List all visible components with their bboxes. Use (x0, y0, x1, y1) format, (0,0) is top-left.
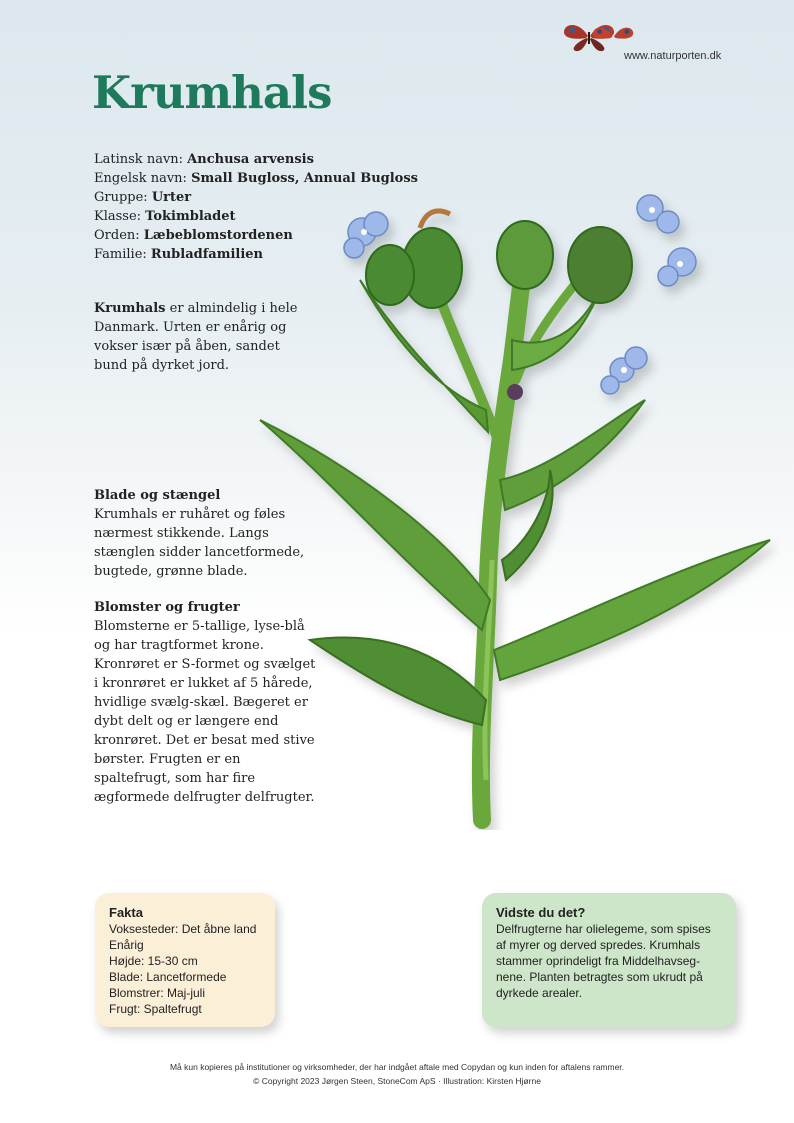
meta-english: Engelsk navn: Small Bugloss, Annual Bugloss (94, 171, 418, 186)
butterfly-logo-icon (560, 18, 644, 54)
section-heading: Blade og stængel (94, 488, 221, 503)
did-you-know-text: Delfrugterne har olielegeme, som spises af myrer og derved spredes. Krumhals stammer oprindeligt fra Middelhavseg-nene. Planten betragtes som ukrudt på dyrkede arealer. (496, 922, 711, 1000)
facts-line: Frugt: Spaltefrugt (109, 1002, 202, 1016)
meta-latin: Latinsk navn: Anchusa arvensis (94, 152, 314, 167)
facts-line: Højde: 15-30 cm (109, 954, 198, 968)
facts-heading: Fakta (109, 905, 143, 920)
footer-license: Må kun kopieres på institutioner og virksomheder, der har indgået aftale med Copydan og kun inden for aftalens rammer. (169, 1062, 625, 1072)
meta-family: Familie: Rubladfamilien (94, 247, 264, 262)
facts-line: Voksesteder: Det åbne land (109, 922, 257, 936)
facts-line: Blade: Lancetformede (109, 970, 227, 984)
facts-box (95, 893, 275, 1027)
intro-paragraph: Krumhals er almindelig i hele Danmark. Urten er enårig og vokser især på åben, sandet bund på dyrket jord. (94, 301, 298, 373)
meta-order: Orden: Læbeblomstordenen (94, 228, 293, 243)
footer-copyright: © Copyright 2023 Jørgen Steen, StoneCom ApS · Illustration: Kirsten Hjørne (253, 1076, 541, 1086)
did-you-know-heading: Vidste du det? (496, 905, 586, 920)
page-title: Krumhals (92, 66, 332, 119)
facts-line: Enårig (109, 938, 144, 952)
section-heading: Blomster og frugter (94, 600, 240, 615)
site-url[interactable]: www.naturporten.dk (624, 50, 722, 62)
plant-illustration (250, 180, 780, 830)
section-text: Blomsterne er 5-tallige, lyse-blå og har tragtformet krone. Kronrøret er S-formet og svælget i kronrøret er lukket af 5 hårede, hvidlige svælg-skæl. Bægeret er dybt delt og er længere end kronrøret. Det er besat med stive børster. Frugten er en spaltefrugt, som har fire ægformede delfrugter delfrugter. (94, 619, 316, 805)
meta-class: Klasse: Tokimbladet (94, 209, 236, 224)
meta-group: Gruppe: Urter (94, 190, 192, 205)
facts-line: Blomstrer: Maj-juli (109, 986, 206, 1000)
did-you-know-box (482, 893, 736, 1027)
section-text: Krumhals er ruhåret og føles nærmest stikkende. Langs stænglen sidder lancetformede, bugtede, grønne blade. (94, 507, 305, 579)
